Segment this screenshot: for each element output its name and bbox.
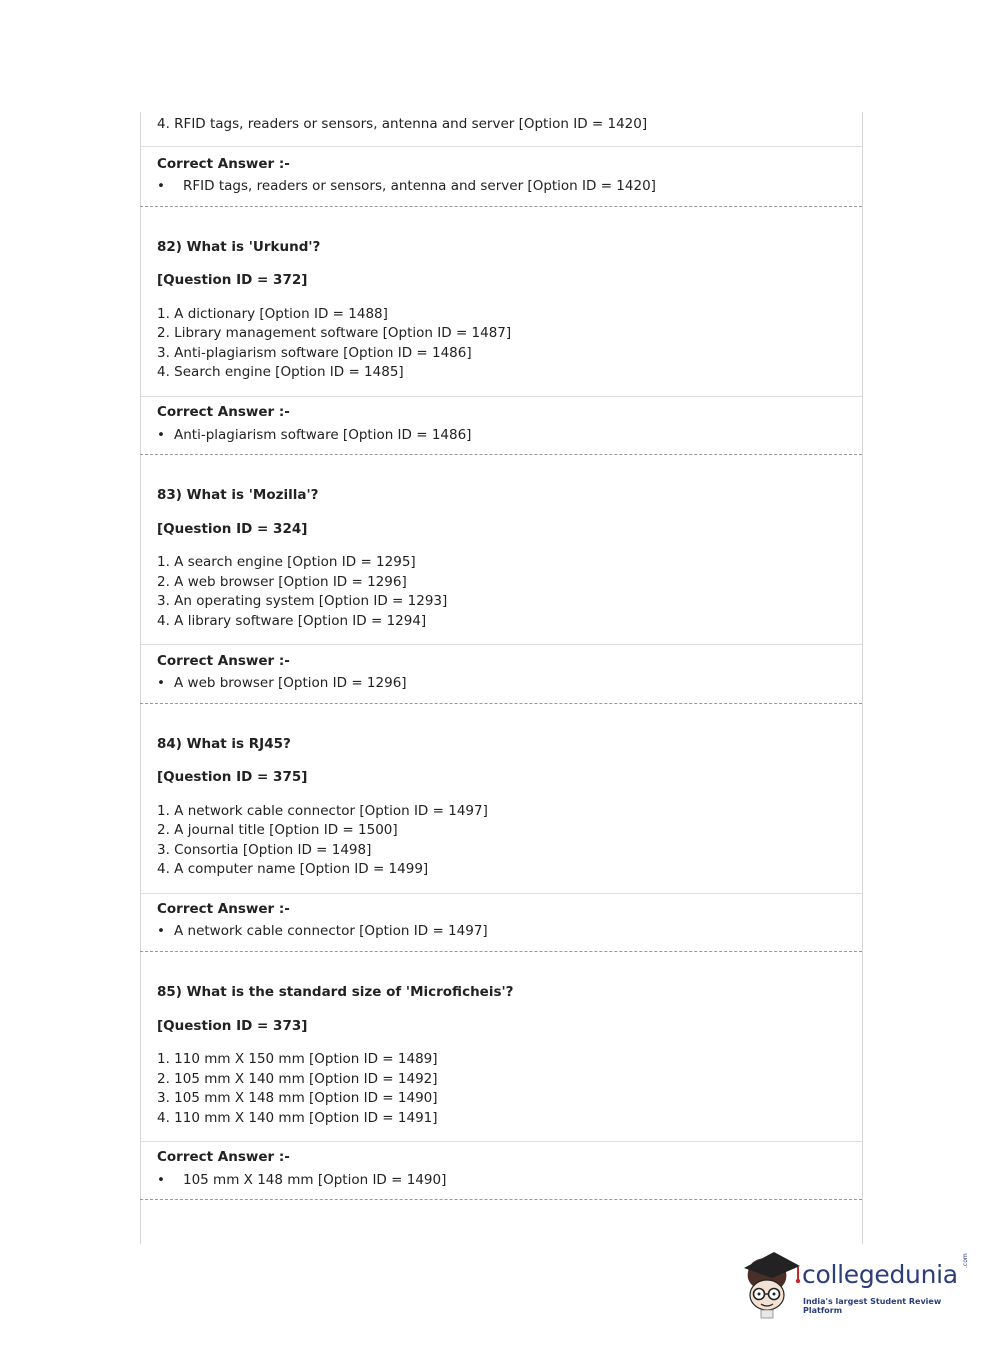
bullet-icon: • [157, 923, 165, 939]
question-id: [Question ID = 324] [157, 521, 308, 537]
question-title: 82) What is 'Urkund'? [157, 239, 321, 255]
question-title: 84) What is RJ45? [157, 736, 291, 752]
correct-answer-label: Correct Answer :- [157, 156, 290, 172]
option-4: 4. A library software [Option ID = 1294] [157, 613, 427, 629]
logo-name: collegedunia [802, 1260, 958, 1289]
option-2: 2. Library management software [Option ID = 1487] [157, 325, 512, 341]
student-mascot-icon [740, 1248, 802, 1320]
divider [140, 893, 862, 894]
bullet-icon: • [157, 178, 165, 194]
question-id: [Question ID = 375] [157, 769, 308, 785]
bullet-icon: • [157, 675, 165, 691]
correct-answer-label: Correct Answer :- [157, 901, 290, 917]
option-1: 1. A network cable connector [Option ID = 1497] [157, 803, 488, 819]
question-title: 85) What is the standard size of 'Microficheis'? [157, 984, 514, 1000]
question-separator [140, 951, 862, 952]
option-1: 1. A search engine [Option ID = 1295] [157, 554, 416, 570]
option-2: 2. A journal title [Option ID = 1500] [157, 822, 398, 838]
option-3: 3. Consortia [Option ID = 1498] [157, 842, 372, 858]
collegedunia-logo [740, 1248, 970, 1320]
bullet-icon: • [157, 427, 165, 443]
question-separator [140, 703, 862, 704]
correct-answer-label: Correct Answer :- [157, 404, 290, 420]
prev-option-4: 4. RFID tags, readers or sensors, antenna and server [Option ID = 1420] [157, 116, 648, 132]
divider [140, 1141, 862, 1142]
correct-answer-label: Correct Answer :- [157, 653, 290, 669]
option-4: 4. A computer name [Option ID = 1499] [157, 861, 429, 877]
correct-answer-text: 105 mm X 148 mm [Option ID = 1490] [183, 1172, 447, 1188]
correct-answer-text: RFID tags, readers or sensors, antenna and server [Option ID = 1420] [183, 178, 656, 194]
question-id: [Question ID = 373] [157, 1018, 308, 1034]
question-separator [140, 1199, 862, 1200]
question-id: [Question ID = 372] [157, 272, 308, 288]
divider [140, 644, 862, 645]
option-1: 1. 110 mm X 150 mm [Option ID = 1489] [157, 1051, 438, 1067]
logo-suffix: .com [962, 1253, 969, 1268]
correct-answer-label: Correct Answer :- [157, 1149, 290, 1165]
correct-answer-text: A web browser [Option ID = 1296] [174, 675, 407, 691]
bullet-icon: • [157, 1172, 165, 1188]
question-title: 83) What is 'Mozilla'? [157, 487, 319, 503]
correct-answer-text: Anti-plagiarism software [Option ID = 1486] [174, 427, 472, 443]
option-2: 2. 105 mm X 140 mm [Option ID = 1492] [157, 1071, 438, 1087]
question-separator [140, 206, 862, 207]
option-3: 3. 105 mm X 148 mm [Option ID = 1490] [157, 1090, 438, 1106]
option-3: 3. An operating system [Option ID = 1293] [157, 593, 448, 609]
option-3: 3. Anti-plagiarism software [Option ID = 1486] [157, 345, 472, 361]
correct-answer-text: A network cable connector [Option ID = 1497] [174, 923, 488, 939]
option-4: 4. Search engine [Option ID = 1485] [157, 364, 404, 380]
option-4: 4. 110 mm X 140 mm [Option ID = 1491] [157, 1110, 438, 1126]
divider [140, 146, 862, 147]
option-2: 2. A web browser [Option ID = 1296] [157, 574, 407, 590]
divider [140, 396, 862, 397]
logo-tagline: India's largest Student Review Platform [803, 1297, 942, 1315]
question-separator [140, 454, 862, 455]
option-1: 1. A dictionary [Option ID = 1488] [157, 306, 388, 322]
